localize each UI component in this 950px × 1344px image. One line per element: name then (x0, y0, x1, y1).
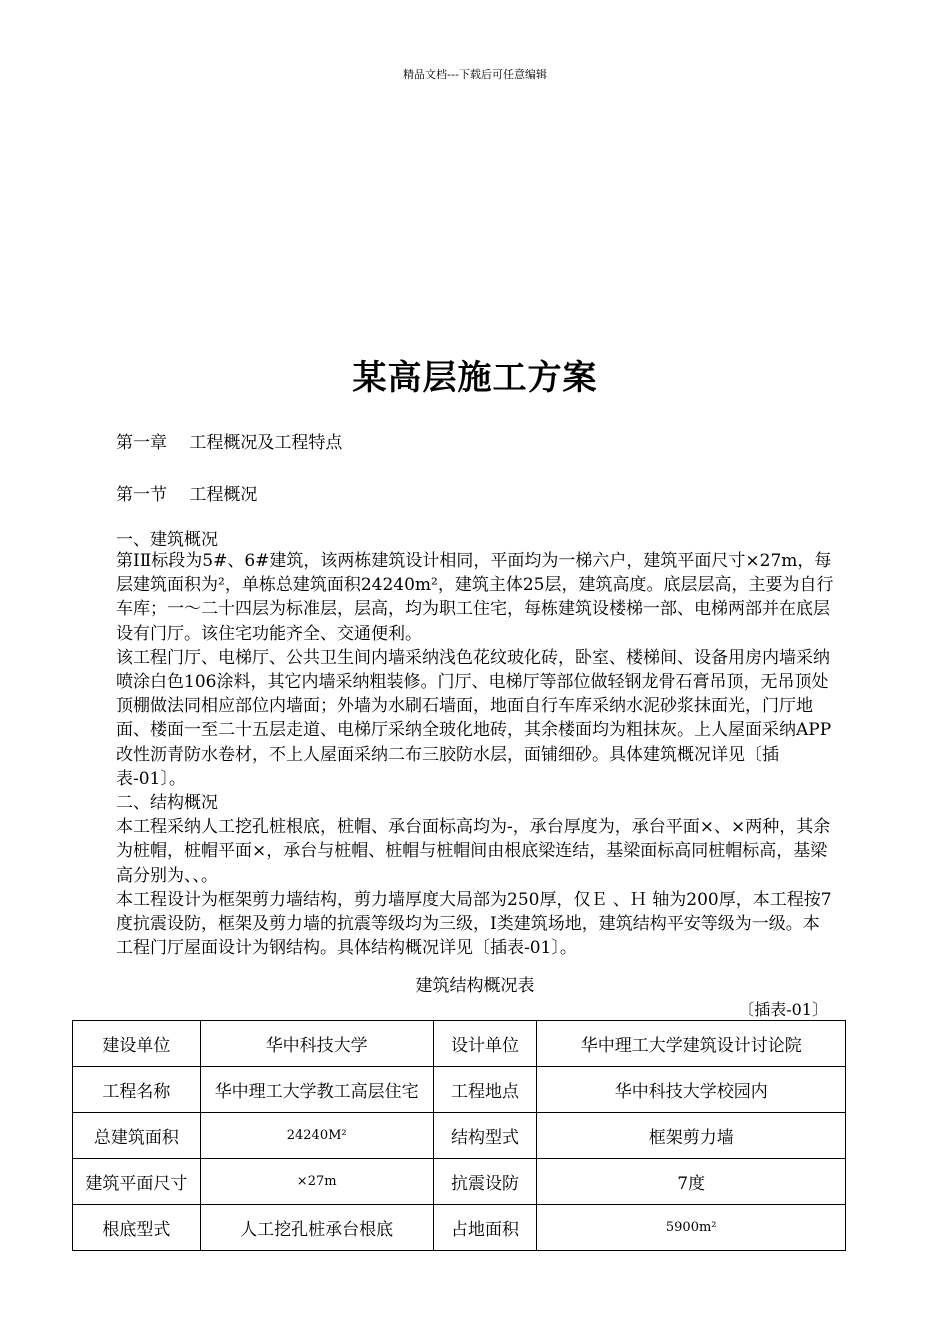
table-cell: 建筑平面尺寸 (73, 1159, 201, 1205)
table-cell: 抗震设防 (433, 1159, 537, 1205)
table-row (73, 1021, 846, 1067)
body-text (116, 549, 836, 960)
table-row (73, 1067, 846, 1113)
structure-summary-table (72, 1020, 846, 1251)
table-cell: 设计单位 (433, 1021, 537, 1067)
table-cell: ×27m (200, 1159, 433, 1205)
table-cell: 7度 (537, 1159, 846, 1205)
table-cell: 华中科技大学 (200, 1021, 433, 1067)
table-cell: 5900m² (537, 1205, 846, 1251)
table-cell: 人工挖孔桩承台根底 (200, 1205, 433, 1251)
table-cell: 建设单位 (73, 1021, 201, 1067)
paragraph: 第ⅠⅡ标段为5#、6#建筑，该两栋建筑设计相同，平面均为一梯六户，建筑平面尺寸×27m，每层建筑面积为²，单栋总建筑面积24240m²，建筑主体25层，建筑高度。底层层高，主要为自行车库；一～二十四层为标准层，层高，均为职工住宅，每栋建筑设楼梯一部、电梯两部并在底层设有门厅。该住宅功能齐全、交通便利。 (116, 551, 834, 644)
table-cell: 华中理工大学教工高层住宅 (200, 1067, 433, 1113)
table-cell: 总建筑面积 (73, 1113, 201, 1159)
table-row (73, 1159, 846, 1205)
subheading-building: 一、建筑概况 (116, 530, 218, 550)
table-title: 建筑结构概况表 (415, 976, 535, 996)
paragraph: 本工程设计为框架剪力墙结构，剪力墙厚度大局部为250厚，仅Ｅ 、Ｈ 轴为200厚，本工程按7度抗震设防，框架及剪力墙的抗震等级均为三级，Ⅰ类建筑场地，建筑结构平安等级为一级。本工程门厅屋面设计为钢结构。具体结构概况详见〔插表-01〕。 (116, 889, 832, 959)
table-cell: 华中理工大学建筑设计讨论院 (537, 1021, 846, 1067)
paragraph: 该工程门厅、电梯厅、公共卫生间内墙采纳浅色花纹玻化砖，卧室、楼梯间、设备用房内墙采纳喷涂白色106涂料，其它内墙采纳粗装修。门厅、电梯厅等部位做轻钢龙骨石膏吊顶，无吊顶处顶棚做法同相应部位内墙面；外墙为水刷石墙面，地面自行车库采纳水泥砂浆抹面光，门厅地面、楼面一至二十五层走道、电梯厅采纳全玻化地砖，其余楼面均为粗抹灰。上人屋面采纳APP改性沥青防水卷材，不上人屋面采纳二布三胶防水层，面铺细砂。具体建筑概况详见〔插表-01〕。 (116, 647, 832, 789)
subheading-structure: 二、结构概况 (116, 793, 218, 814)
table-tag: 〔插表-01〕 (738, 1000, 828, 1019)
table-cell: 根底型式 (73, 1205, 201, 1251)
page-header: 精品文档---下载后可任意编辑 (403, 68, 547, 81)
document-title: 某高层施工方案 (352, 358, 598, 398)
table-cell: 结构型式 (433, 1113, 537, 1159)
table-cell: 工程地点 (433, 1067, 537, 1113)
table-cell: 框架剪力墙 (537, 1113, 846, 1159)
table-cell: 华中科技大学校园内 (537, 1067, 846, 1113)
paragraph: 本工程采纳人工挖孔桩根底，桩帽、承台面标高均为-，承台厚度为，承台平面×、×两种，其余为桩帽，桩帽平面×，承台与桩帽、桩帽与桩帽间由根底梁连结，基梁面标高同桩帽标高，基梁高分别为、、。 (116, 817, 831, 886)
chapter-heading: 第一章 工程概况及工程特点 (116, 433, 343, 453)
section-heading: 第一节 工程概况 (116, 485, 258, 505)
table-row (73, 1113, 846, 1159)
table-row (73, 1205, 846, 1251)
table-cell: 24240M² (200, 1113, 433, 1159)
table-cell: 工程名称 (73, 1067, 201, 1113)
table-cell: 占地面积 (433, 1205, 537, 1251)
